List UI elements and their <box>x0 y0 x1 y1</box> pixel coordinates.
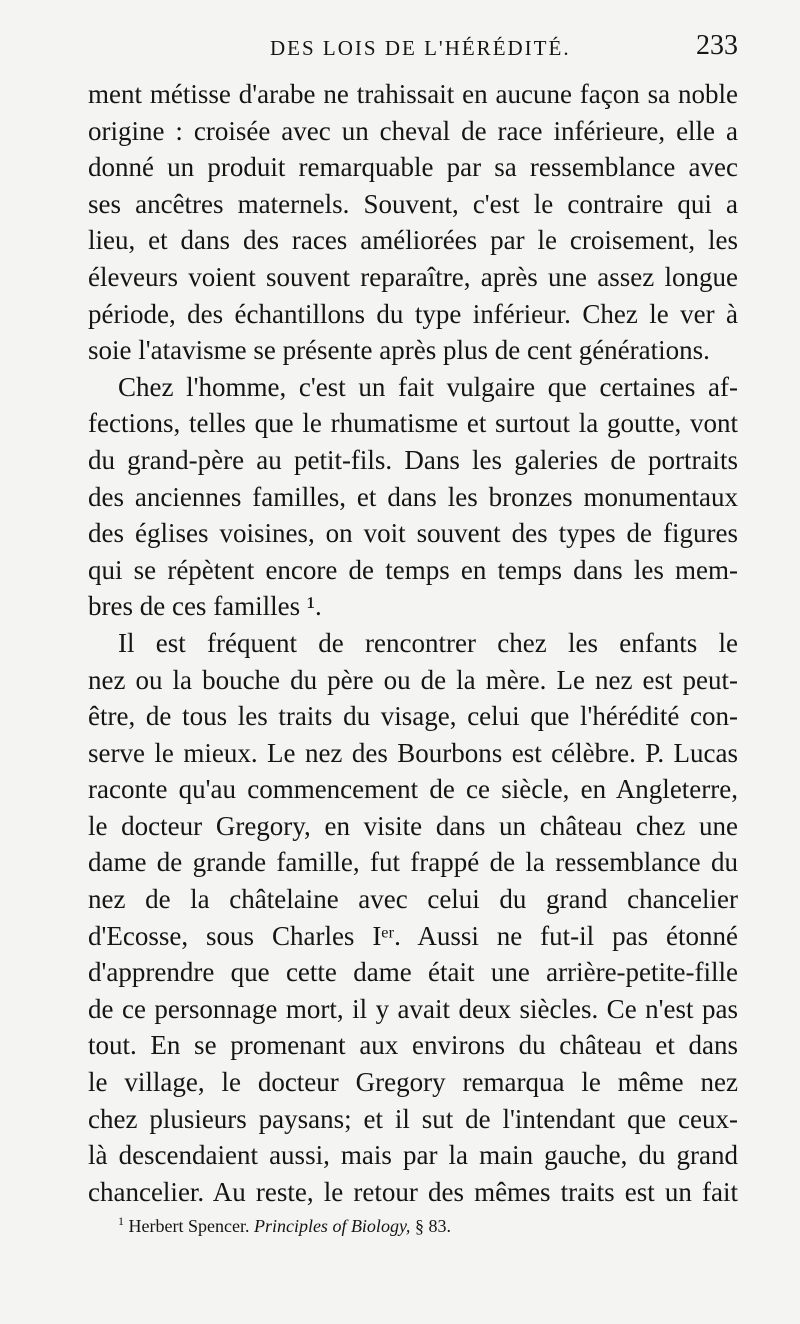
text-line: chez plusieurs paysans; et il sut de l'intendant que ceux- <box>88 1103 738 1134</box>
text-line: origine : croisée avec un cheval de race inférieure, elle a <box>88 115 738 146</box>
text-line: d'apprendre que cette dame était une arrière-petite-fille <box>88 957 738 988</box>
text-line: soie l'atavisme se présente après plus de cent générations. <box>88 335 710 366</box>
text-line: lieu, et dans des races améliorées par le croisement, les <box>88 225 738 256</box>
page-header <box>90 30 738 70</box>
text-line: le village, le docteur Gregory remarqua le même nez <box>88 1067 738 1098</box>
page-number: 233 <box>696 30 738 61</box>
text-line: d'Ecosse, sous Charles Iᵉʳ. Aussi ne fut-il pas étonné <box>88 920 738 951</box>
text-line: chancelier. Au reste, le retour des mêmes traits est un fait <box>88 1176 738 1207</box>
footnote-marker: 1 <box>118 1214 124 1228</box>
text-line: du grand-père au petit-fils. Dans les galeries de portraits <box>88 444 738 475</box>
text-line: là descendaient aussi, mais par la main gauche, du grand <box>88 1140 738 1171</box>
text-line: nez de la châtelaine avec celui du grand chancelier <box>88 884 738 915</box>
text-line: donné un produit remarquable par sa ressemblance avec <box>88 152 738 183</box>
text-line: dame de grande famille, fut frappé de la ressemblance du <box>88 847 738 878</box>
text-line: qui se répètent encore de temps en temps dans les mem- <box>88 554 738 585</box>
text-line: ses ancêtres maternels. Souvent, c'est le contraire qui a <box>88 188 738 219</box>
text-line: raconte qu'au commencement de ce siècle, en Angleterre, <box>88 774 738 805</box>
body-text <box>88 76 738 1210</box>
text-line: être, de tous les traits du visage, celui que l'hérédité con- <box>88 701 738 732</box>
text-line: éleveurs voient souvent reparaître, après une assez longue <box>88 261 738 292</box>
footnote-section: § 83. <box>414 1216 451 1236</box>
running-title: DES LOIS DE L'HÉRÉDITÉ. <box>270 36 571 60</box>
text-line: nez ou la bouche du père ou de la mère. Le nez est peut- <box>88 664 738 695</box>
text-line: tout. En se promenant aux environs du château et dans <box>88 1030 738 1061</box>
footnote-author: Herbert Spencer. <box>128 1216 250 1236</box>
text-line: des anciennes familles, et dans les bronzes monumentaux <box>88 481 738 512</box>
text-line: Chez l'homme, c'est un fait vulgaire que certaines af- <box>118 371 738 402</box>
text-line: période, des échantillons du type inférieur. Chez le ver à <box>88 298 738 329</box>
text-line: ment métisse d'arabe ne trahissait en aucune façon sa noble <box>88 79 738 109</box>
text-line: le docteur Gregory, en visite dans un château chez une <box>88 810 738 841</box>
text-line: bres de ces familles ¹. <box>88 591 322 622</box>
text-line: Il est fréquent de rencontrer chez les enfants le <box>118 627 738 658</box>
text-line: serve le mieux. Le nez des Bourbons est célèbre. P. Lucas <box>88 737 738 768</box>
text-line: de ce personnage mort, il y avait deux siècles. Ce n'est pas <box>88 993 738 1024</box>
footnote-title: Principles of Biology, <box>253 1216 411 1236</box>
footnote <box>118 1214 738 1237</box>
text-line: fections, telles que le rhumatisme et surtout la goutte, vont <box>88 408 738 439</box>
text-line: des églises voisines, on voit souvent des types de figures <box>88 518 738 549</box>
